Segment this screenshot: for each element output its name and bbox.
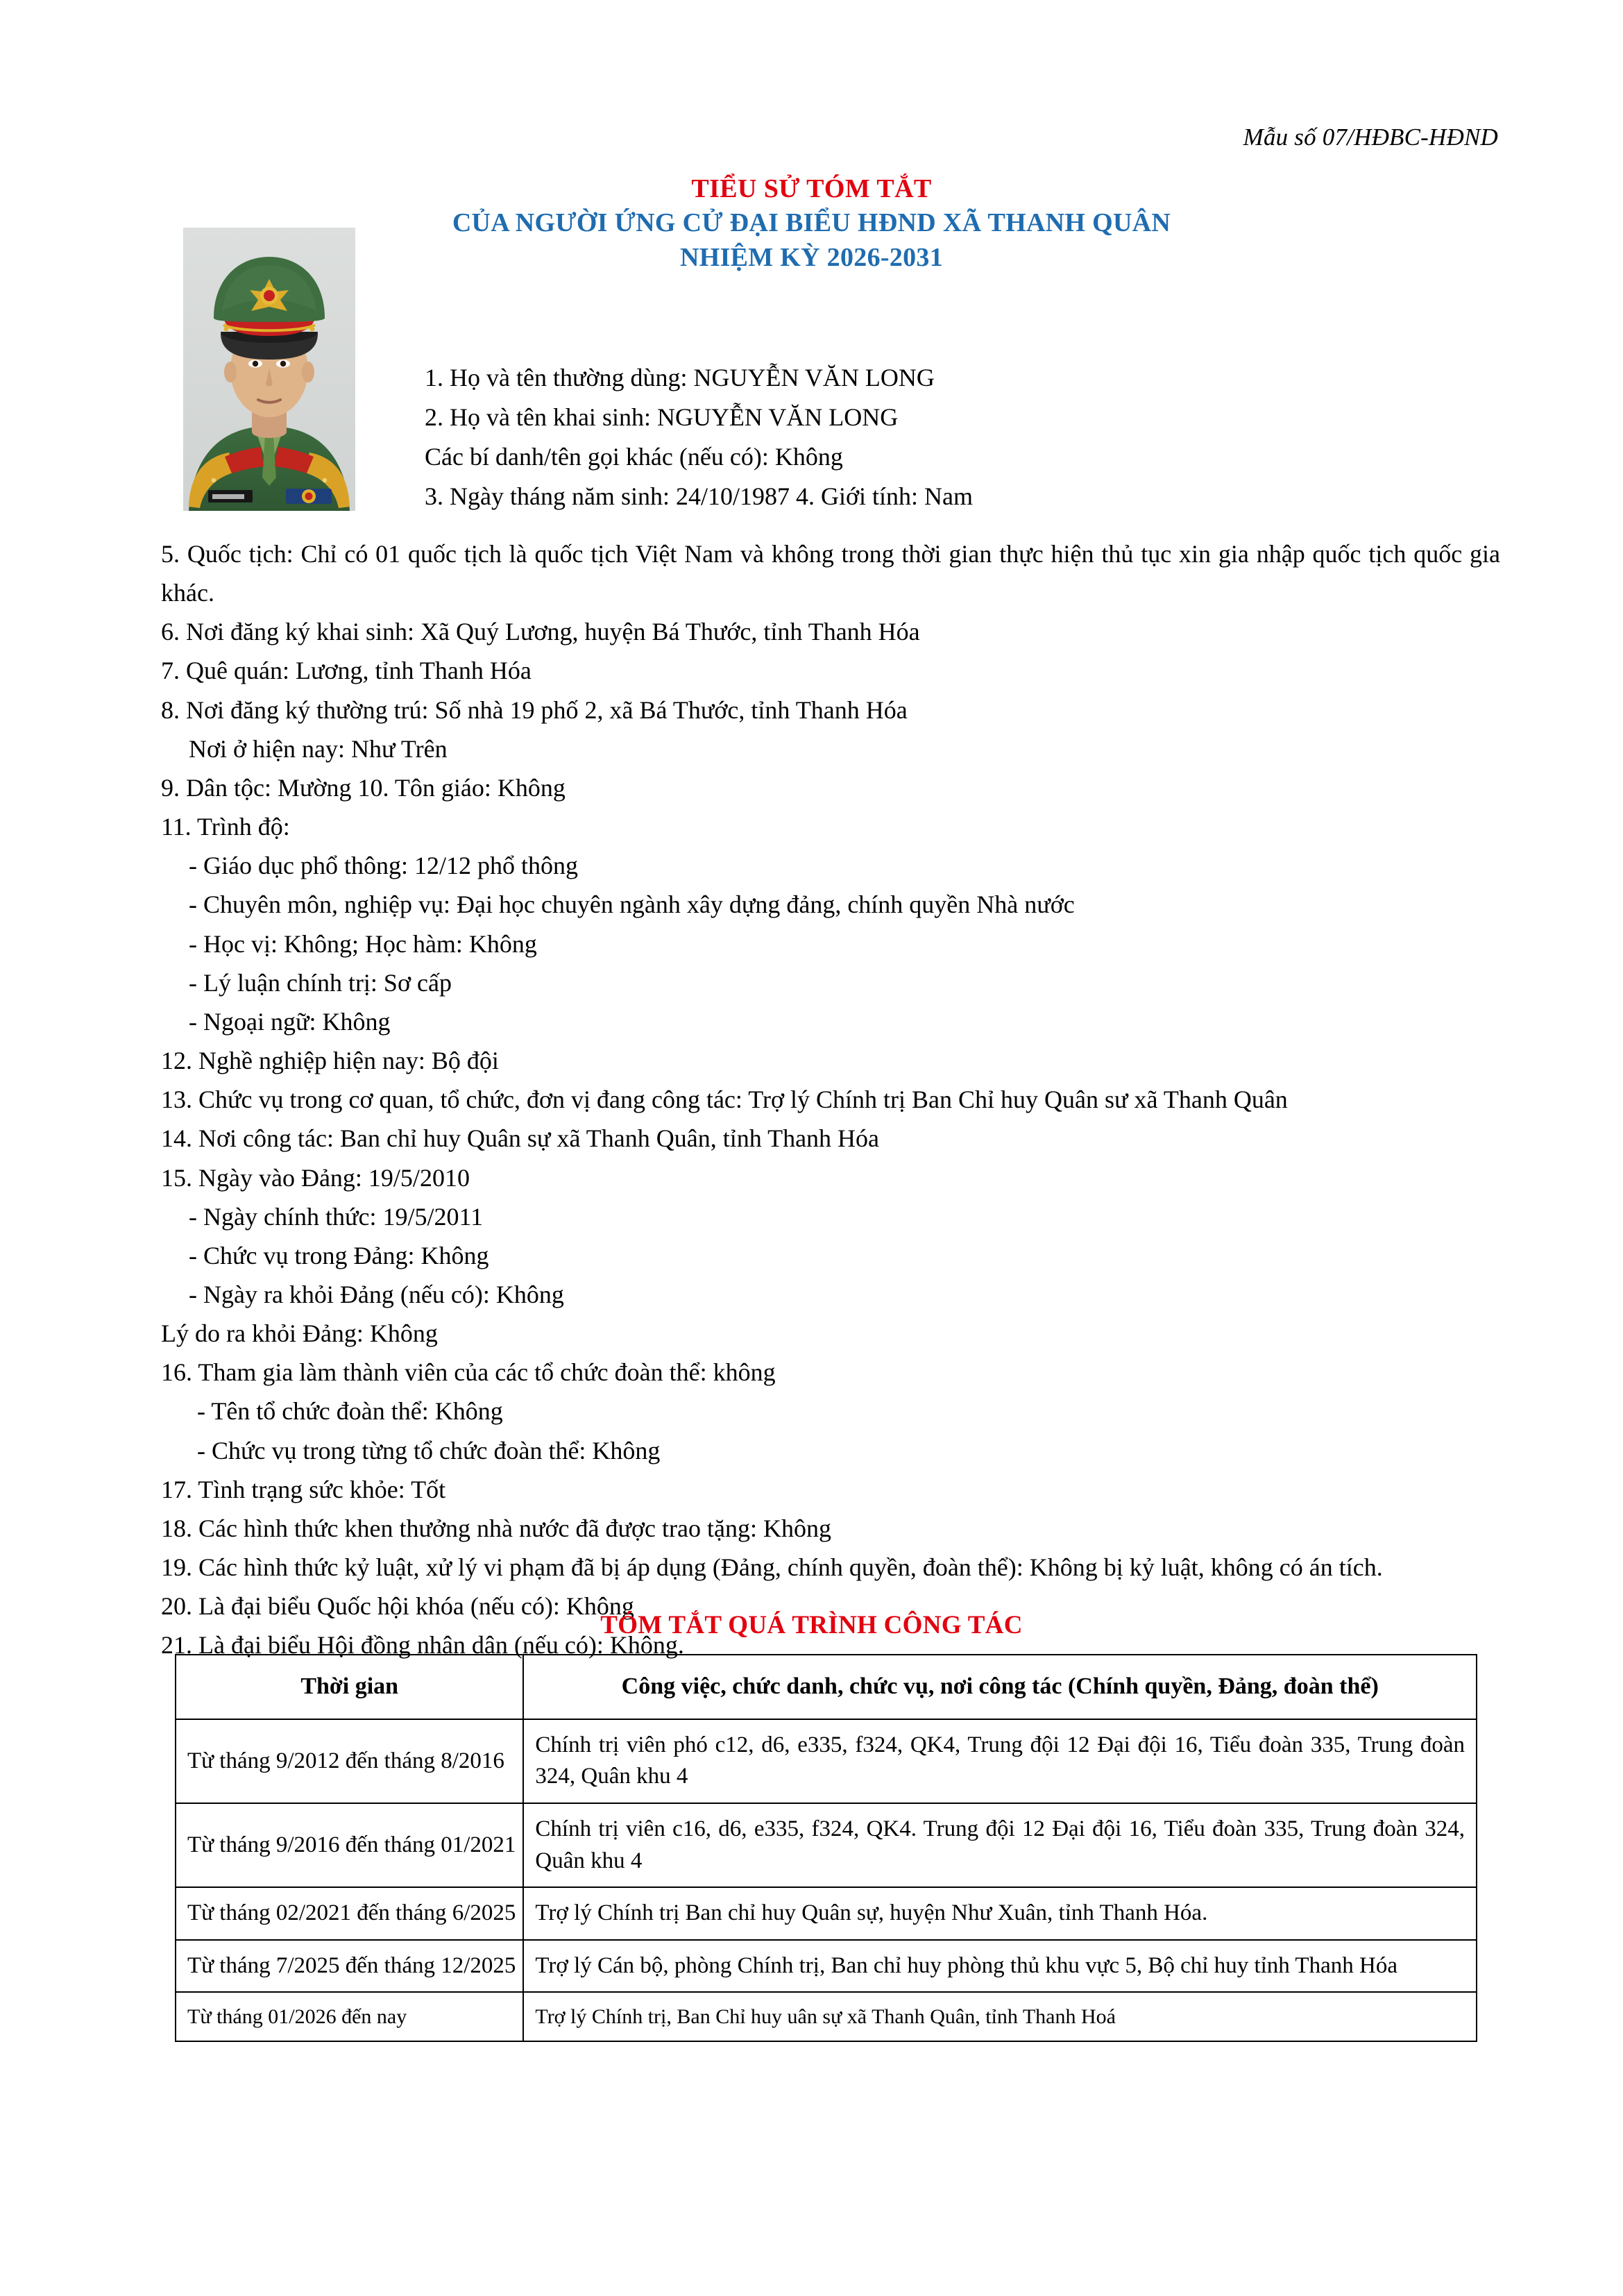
table-row bbox=[176, 1887, 1477, 1940]
candidate-photo bbox=[183, 228, 355, 511]
table-header-row bbox=[176, 1655, 1477, 1719]
item-18-awards: 18. Các hình thức khen thưởng nhà nước đã được trao tặng: Không bbox=[161, 1514, 831, 1542]
item-16-organizations: 16. Tham gia làm thành viên của các tổ chức đoàn thể: không bbox=[161, 1358, 776, 1387]
item-7-hometown: 7. Quê quán: Lương, tỉnh Thanh Hóa bbox=[161, 657, 532, 685]
identity-alias: Các bí danh/tên gọi khác (nếu có): Không bbox=[425, 442, 843, 471]
cell-period: Từ tháng 7/2025 đến tháng 12/2025 bbox=[176, 1940, 523, 1993]
item-11-political-theory: - Lý luận chính trị: Sơ cấp bbox=[189, 968, 452, 997]
item-15-party-join-date: 15. Ngày vào Đảng: 19/5/2010 bbox=[161, 1163, 470, 1192]
item-21-people-council: 21. Là đại biểu Hội đồng nhân dân (nếu có): Không. bbox=[161, 1631, 684, 1660]
item-11-education-heading: 11. Trình độ: bbox=[161, 813, 290, 841]
item-12-occupation: 12. Nghề nghiệp hiện nay: Bộ đội bbox=[161, 1047, 499, 1075]
item-15-party-exit-reason: Lý do ra khỏi Đảng: Không bbox=[161, 1319, 438, 1348]
cell-period: Từ tháng 01/2026 đến nay bbox=[176, 1992, 523, 2041]
item-13-current-position: 13. Chức vụ trong cơ quan, tổ chức, đơn vị đang công tác: Trợ lý Chính trị Ban Chỉ huy Quân sư xã Thanh Quân bbox=[161, 1086, 1288, 1114]
item-5-nationality: 5. Quốc tịch: Chỉ có 01 quốc tịch là quốc tịch Việt Nam và không trong thời gian thực hiện thủ tục xin gia nhập quốc tịch quốc gia khác. bbox=[161, 540, 1500, 607]
page-term-line: NHIỆM KỲ 2026-2031 bbox=[679, 242, 944, 272]
item-15-party-exit-date: - Ngày ra khỏi Đảng (nếu có): Không bbox=[189, 1280, 564, 1308]
cell-duty: Trợ lý Chính trị, Ban Chỉ huy uân sự xã Thanh Quân, tỉnh Thanh Hoá bbox=[523, 1992, 1477, 2041]
identity-birth-name: 2. Họ và tên khai sinh: NGUYỄN VĂN LONG bbox=[425, 403, 899, 431]
item-20-national-assembly: 20. Là đại biểu Quốc hội khóa (nếu có): Không bbox=[161, 1592, 634, 1621]
item-9-ethnicity-religion: 9. Dân tộc: Mường 10. Tôn giáo: Không bbox=[161, 773, 566, 802]
item-15-party-position: - Chức vụ trong Đảng: Không bbox=[189, 1241, 489, 1269]
cell-duty: Chính trị viên c16, d6, e335, f324, QK4. Trung đội 12 Đại đội 16, Tiểu đoàn 335, Trung đoàn 324, Quân khu 4 bbox=[523, 1803, 1477, 1887]
item-19-disciplinary: 19. Các hình thức kỷ luật, xử lý vi phạm đã bị áp dụng (Đảng, chính quyền, đoàn thể): Không bị kỷ luật, không có án tích. bbox=[161, 1553, 1383, 1582]
identity-block bbox=[425, 358, 1465, 516]
form-code: Mẫu số 07/HĐBC-HĐND bbox=[1243, 124, 1498, 151]
item-17-health: 17. Tình trạng sức khỏe: Tốt bbox=[161, 1475, 446, 1503]
page-subtitle: CỦA NGƯỜI ỨNG CỬ ĐẠI BIỂU HĐND XÃ THANH QUÂN bbox=[452, 208, 1171, 238]
item-8-current-residence: Nơi ở hiện nay: Như Trên bbox=[189, 734, 448, 763]
item-6-birth-registration: 6. Nơi đăng ký khai sinh: Xã Quý Lương, huyện Bá Thước, tỉnh Thanh Hóa bbox=[161, 618, 920, 646]
item-8-permanent-residence: 8. Nơi đăng ký thường trú: Số nhà 19 phố 2, xã Bá Thước, tỉnh Thanh Hóa bbox=[161, 695, 908, 724]
cell-period: Từ tháng 9/2016 đến tháng 01/2021 bbox=[176, 1803, 523, 1887]
item-11-general-education: - Giáo dục phổ thông: 12/12 phổ thông bbox=[189, 852, 578, 880]
cell-period: Từ tháng 9/2012 đến tháng 8/2016 bbox=[176, 1719, 523, 1803]
header-duty: Công việc, chức danh, chức vụ, nơi công tác (Chính quyền, Đảng, đoàn thể) bbox=[523, 1655, 1477, 1719]
item-14-workplace: 14. Nơi công tác: Ban chỉ huy Quân sự xã Thanh Quân, tỉnh Thanh Hóa bbox=[161, 1124, 880, 1153]
item-16-organization-name: - Tên tổ chức đoàn thể: Không bbox=[197, 1397, 503, 1426]
identity-common-name: 1. Họ và tên thường dùng: NGUYỄN VĂN LONG bbox=[425, 364, 935, 391]
cell-duty: Trợ lý Chính trị Ban chỉ huy Quân sự, huyện Như Xuân, tỉnh Thanh Hóa. bbox=[523, 1887, 1477, 1940]
cell-duty: Chính trị viên phó c12, d6, e335, f324, QK4, Trung đội 12 Đại đội 16, Tiểu đoàn 335, Trung đoàn 324, Quân khu 4 bbox=[523, 1719, 1477, 1803]
portrait-illustration bbox=[183, 228, 355, 511]
table-row bbox=[176, 1992, 1477, 2041]
table-row bbox=[176, 1940, 1477, 1993]
table-row bbox=[176, 1719, 1477, 1803]
table-row bbox=[176, 1803, 1477, 1887]
item-15-official-date: - Ngày chính thức: 19/5/2011 bbox=[189, 1202, 484, 1231]
header-period: Thời gian bbox=[176, 1655, 523, 1719]
cell-period: Từ tháng 02/2021 đến tháng 6/2025 bbox=[176, 1887, 523, 1940]
career-table bbox=[175, 1654, 1477, 2042]
career-table-title: TÓM TẮT QUÁ TRÌNH CÔNG TÁC bbox=[600, 1611, 1023, 1639]
item-16-organization-position: - Chức vụ trong từng tổ chức đoàn thể: Không bbox=[197, 1436, 661, 1464]
biography-body bbox=[161, 534, 1500, 1665]
item-11-degree-title: - Học vị: Không; Học hàm: Không bbox=[189, 929, 537, 958]
cell-duty: Trợ lý Cán bộ, phòng Chính trị, Ban chỉ huy phòng thủ khu vực 5, Bộ chỉ huy tỉnh Thanh Hóa bbox=[523, 1940, 1477, 1993]
page-title: TIỂU SỬ TÓM TẮT bbox=[691, 174, 932, 203]
identity-dob-gender: 3. Ngày tháng năm sinh: 24/10/1987 4. Giới tính: Nam bbox=[425, 482, 973, 510]
item-11-professional: - Chuyên môn, nghiệp vụ: Đại học chuyên ngành xây dựng đảng, chính quyền Nhà nước bbox=[189, 890, 1075, 919]
item-11-foreign-language: - Ngoại ngữ: Không bbox=[189, 1007, 391, 1036]
